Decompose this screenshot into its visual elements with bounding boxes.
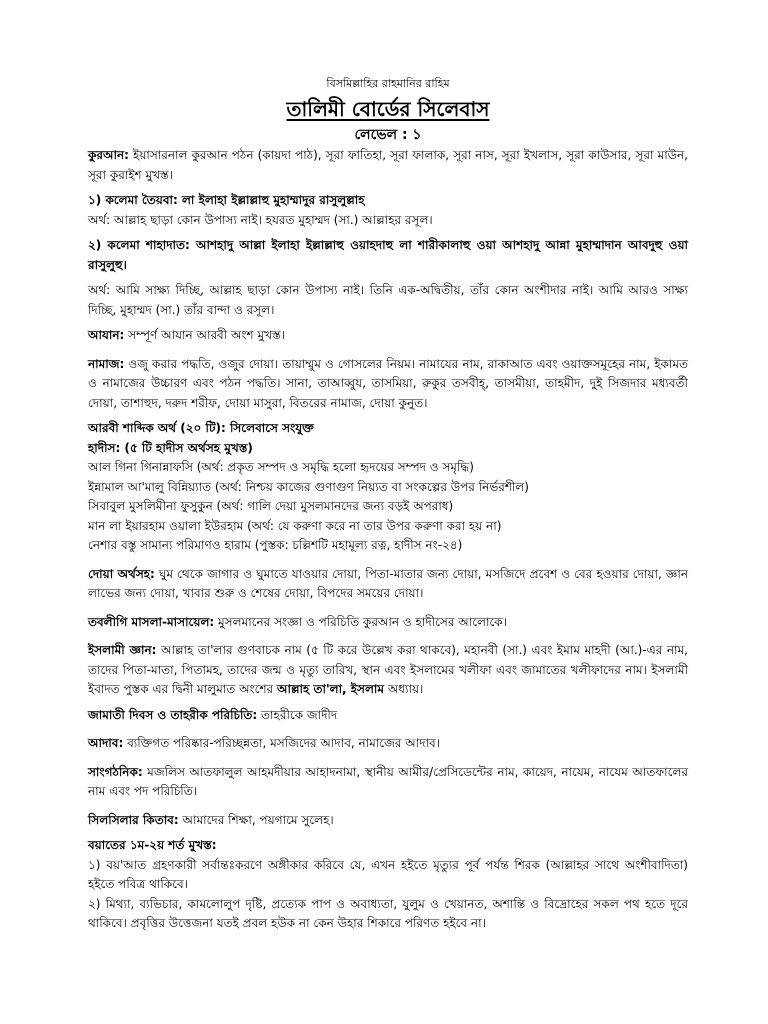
sangathanik-section [88,763,688,802]
level-heading: লেভেল : ১ [354,127,422,143]
azan-section [88,326,688,346]
islami-gyan-label: ইসলামী জ্ঞান: [88,643,157,657]
hadith-heading: হাদীস: (৫ টি হাদীস অর্থসহ মুখস্ত) [88,440,253,455]
namaz-section [88,355,688,414]
namaz-text: ওজু করার পদ্ধতি, ওজুর দোয়া। তায়াম্মুম ও গোসলের নিয়ম। নামাযের নাম, রাকাআত এবং ওয়াক্তসমূহের নাম, ইকামত ও নামাজের উচ্চারণ এবং পঠন পদ্ধতি। সানা, তাআব্বুয, তাসমিয়া, রুকুর তসবীহ্, তাসমীয়া, তাহমীদ, দুই সিজদার মধ্যবর্তী দোয়া, তাশাহুদ, দরুদ শরীফ, দোয়া মাসুরা, বিতরের নামাজ, দোয়া কুনুত। [88,356,688,410]
jamati-text: তাহরীকে জাদীদ [257,707,338,722]
tablighi-label: তবলীগি মাসলা-মাসায়েল: [88,614,215,629]
hadith-item: আল গিনা গিনান্নাফসি (অর্থ: প্রকৃত সম্পদ ও সমৃদ্ধি হলো হৃদয়ের সম্পদ ও সমৃদ্ধি) [88,460,474,474]
dua-text: ঘুম থেকে জাগার ও ঘুমাতে যাওয়ার দোয়া, পিতা-মাতার জন্য দোয়া, মসজিদে প্রবেশ ও বের হওয়ার দোয়া, জ্ঞান লাভের জন্য দোয়া, খাবার শুরু ও শেষের দোয়া, বিপদের সময়ের দোয়া। [88,566,688,600]
kalema2-heading: ২) কলেমা শাহাদাত: আশহাদু আল্লা ইলাহা ইল্লাল্লাহু ওয়াহদাহু লা শারীকালাহু ওয়া আশহাদু আন্না মুহাম্মাদান আবদুহু ওয়া রাসুলুহু। [88,238,688,272]
bismillah: বিসমিল্লাহির রাহমানির রাহিম [326,77,450,90]
tablighi-text: মুসলমানের সংজ্ঞা ও পরিচিতি কুরআন ও হাদীসের আলোকে। [214,614,507,629]
dua-label: দোয়া অর্থসহ: [88,566,155,581]
jamati-section [88,706,688,726]
dua-section [88,565,688,604]
quran-text: ইয়াসারনাল কুরআন পঠন (কায়দা পাঠ), সূরা ফাতিহা, সূরা ফালাক, সূরা নাস, সূরা ইখলাস, সূরা কাউসার, সূরা মাউন, সূরা কুরাইশ মুখস্ত। [88,148,688,182]
hadith-item: সিবাবুল মুসলিমীনা ফুসুকুন (অর্থ: গালি দেয়া মুসলমানদের জন্য বড়ই অপরাধ) [88,499,454,513]
silsila-label: সিলসিলার কিতাব: [88,812,179,827]
azan-label: আযান: [88,328,125,342]
syllabus-document [88,76,688,934]
bayat-item: ২) মিথ্যা, ব্যভিচার, কামলোলুপ দৃষ্টি, প্রত্যেক পাপ ও অবাধ্যতা, যুলুম ও খেয়ানত, অশান্তি ও বিদ্রোহের সকল পথ হতে দূরে থাকিবে। প্রবৃত্তির উত্তেজনা যতই প্রবল হউক না কেন উহার শিকারে পরিণত হইবে না। [88,896,688,930]
sangathanik-label: সাংগঠনিক: [88,764,143,779]
arabic-words-heading: আরবী শাব্দিক অর্থ (২০ টি): সিলেবাসে সংযুক্ত [88,421,314,435]
hadith-item: ইন্নামাল আ'মালু বিন্নিয়্যাত (অর্থ: নিশ্চয় কাজের গুণাগুণ নিয়্যত বা সংকল্পের উপর নির্ভরশীল) [88,479,529,494]
azan-text: সম্পূর্ণ আযান আরবী অংশ মুখস্ত। [124,328,285,342]
adab-text: ব্যক্তিগত পরিষ্কার-পরিচ্ছন্নতা, মসজিদের আদাব, নামাজের আদাব। [123,736,441,750]
tablighi-section [88,613,688,633]
islami-gyan-suffix: অধ্যায়। [384,682,424,696]
silsila-section [88,811,688,831]
silsila-text: আমাদের শিক্ষা, পয়গামে সুলেহ। [178,812,334,827]
sangathanik-text: মজলিস আতফালুল আহমদীয়ার আহাদনামা, স্থানীয় আমীর/প্রেসিডেন্টের নাম, কায়েদ, নাযেম, নাযেম আতফালের নাম এবং পদ পরিচিতি। [88,764,688,798]
page-title-text: তালিমী বোর্ডের সিলেবাস [286,97,490,121]
namaz-label: নামাজ: [88,356,125,371]
bayat-heading: বয়াতের ১ম-২য় শর্ত মুখস্ত: [88,838,217,852]
kalema1-meaning: অর্থ: আল্লাহ ছাড়া কোন উপাস্য নাই। হযরত মুহাম্মদ (সা.) আল্লাহর রসূল। [88,212,433,227]
adab-section [88,734,688,754]
quran-section [88,146,688,185]
jamati-label: জামাতী দিবস ও তাহরীক পরিচিতি: [88,707,258,722]
bayat-item: ১) বয়'আত গ্রহণকারী সর্বান্তঃকরণে অঙ্গীকার করিবে যে, এখন হইতে মৃত্যুর পূর্ব পর্যন্ত শিরক (আল্লাহর সাথে অংশীবাদিতা) হইতে পবিত্র থাকিবে। [88,857,688,891]
kalema1-heading: ১) কলেমা তৈয়বা: লা ইলাহা ইল্লাল্লাহু মুহাম্মাদুর রাসুলুল্লাহ [88,193,365,207]
islami-gyan-text: আল্লাহ তা'লার গুণবাচক নাম (৫ টি করে উল্লেখ করা থাকবে), মহানবী (সা.) এবং ইমাম মাহদী (আ.)-এর নাম, তাদের পিতা-মাতা, পিতামহ, তাদের জন্ম ও মৃত্যু তারিখ, স্থান এবং ইসলামের খলীফা এবং জামাতের খলীফাদের নাম। ইসলামী ইবাদত পুস্তক এর দ্বিনী মালুমাত অংশের [88,643,688,696]
adab-label: আদাব: [88,736,124,750]
quran-label: কুরআন: [88,148,129,162]
hadith-item: নেশার বস্তু সামান্য পরিমাণও হারাম (পুস্তক: চল্লিশটি মহামূল্য রত্ন, হাদীস নং-২৪) [88,538,463,552]
page-title [88,96,688,122]
islami-gyan-bold: আল্লাহ তা'লা, ইসলাম [276,682,385,696]
islami-gyan-section [88,641,688,700]
kalema2-meaning: অর্থ: আমি সাক্ষ্য দিচ্ছি, আল্লাহ ছাড়া কোন উপাস্য নাই। তিনি এক-অদ্বিতীয়, তাঁর কোন অংশীদার নাই। আমি আরও সাক্ষ্য দিচ্ছি, মুহাম্মদ (সা.) তাঁর বান্দা ও রসূল। [88,283,688,317]
hadith-item: মান লা ইয়ারহাম ওয়ালা ইউরহাম (অর্থ: যে করুণা করে না তার উপর করুণা করা হয় না) [88,518,502,533]
